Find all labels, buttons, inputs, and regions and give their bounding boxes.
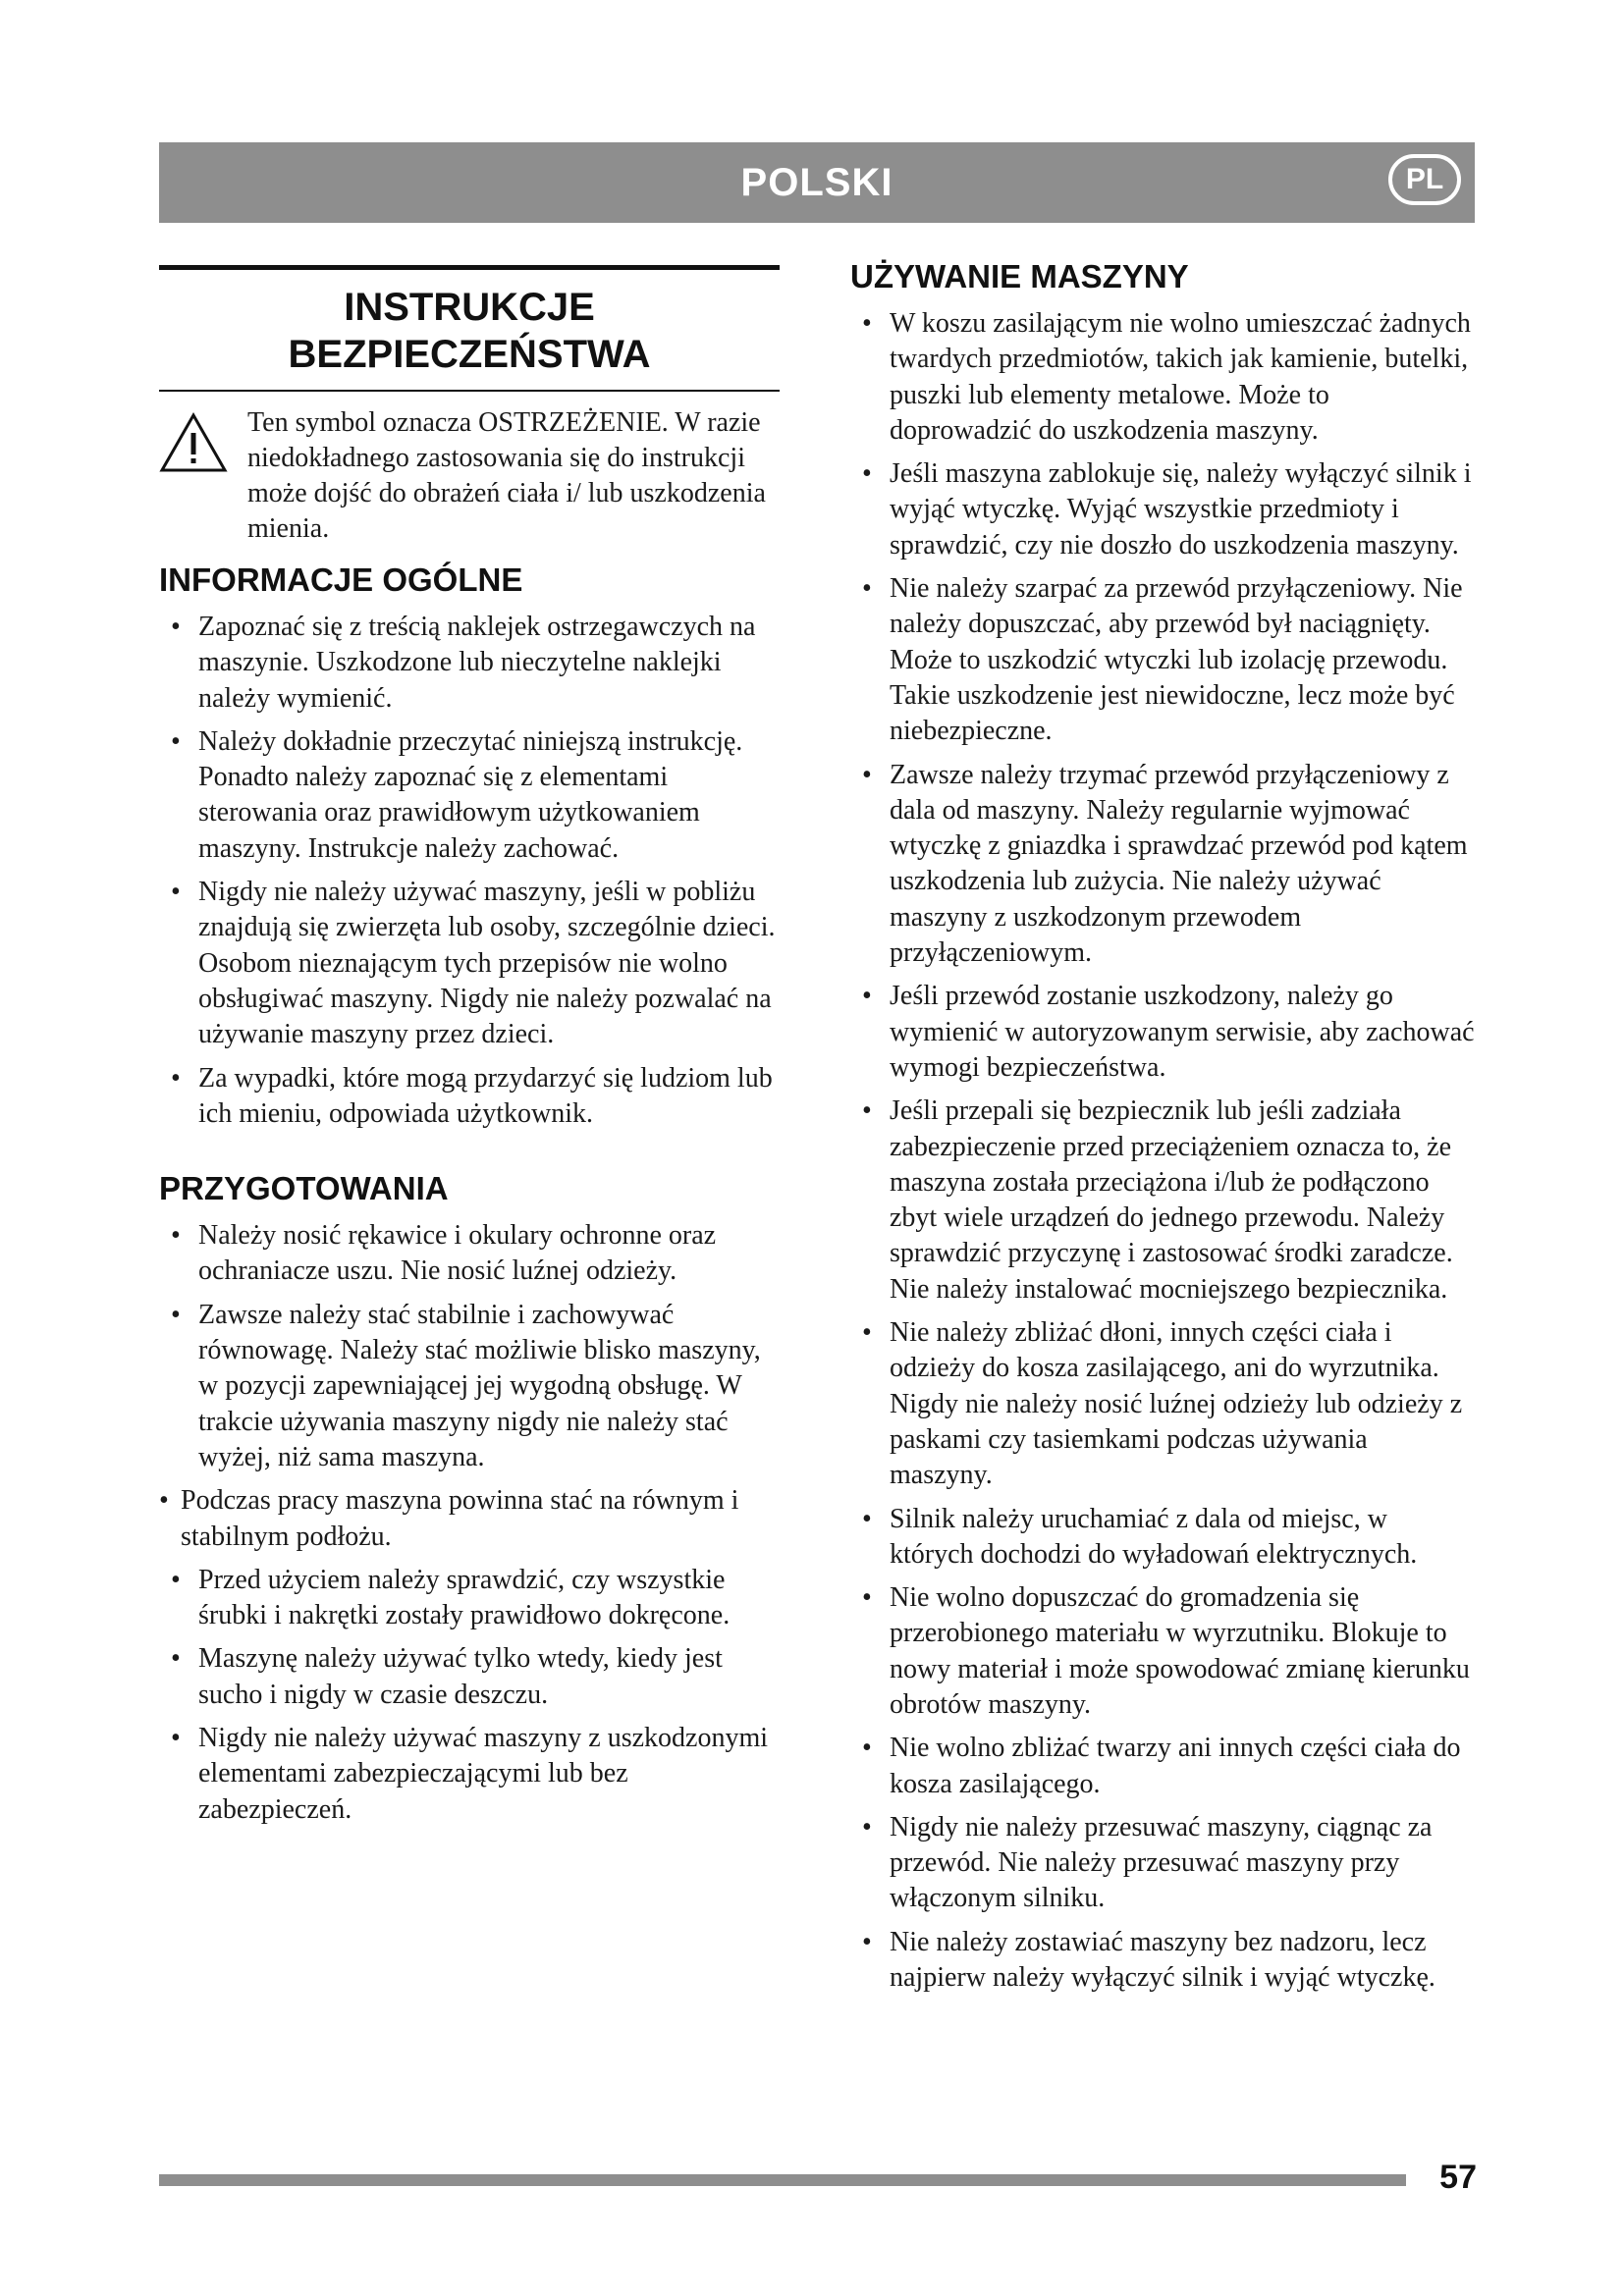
preparation-list: [159, 1218, 780, 1828]
header-bar: [159, 142, 1475, 223]
footer-bar: [159, 2174, 1406, 2186]
list-item: • Jeśli przewód zostanie uszkodzony, należy go wymienić w autoryzowanym serwisie, aby zachować wymogi bezpieczeństwa.: [850, 979, 1475, 1086]
list-item: • W koszu zasilającym nie wolno umieszczać żadnych twardych przedmiotów, takich jak kamienie, butelki, puszki lub elementy metalowe. Może to doprowadzić do uszkodzenia maszyny.: [850, 306, 1475, 449]
list-item: • Zapoznać się z treścią naklejek ostrzegawczych na maszynie. Uszkodzone lub nieczytelne naklejki należy wymienić.: [159, 610, 780, 717]
safety-instructions-title: INSTRUKCJE BEZPIECZEŃSTWA: [288, 286, 651, 376]
list-item: • Przed użyciem należy sprawdzić, czy wszystkie śrubki i nakrętki zostały prawidłowo dokręcone.: [159, 1563, 780, 1634]
list-item: • Podczas pracy maszyna powinna stać na równym i stabilnym podłożu.: [159, 1483, 780, 1555]
warning-triangle-icon: [159, 405, 247, 479]
list-item: • Nie wolno dopuszczać do gromadzenia się przerobionego materiału w wyrzutniku. Blokuje to nowy materiał i może spowodować zmianę kierunku obrotów maszyny.: [850, 1580, 1475, 1723]
list-item: • Należy dokładnie przeczytać niniejszą instrukcję. Ponadto należy zapoznać się z elementami sterowania oraz prawidłowym użytkowaniem maszyny. Instrukcje należy zachować.: [159, 724, 780, 867]
list-item: • Nigdy nie należy przesuwać maszyny, ciągnąc za przewód. Nie należy przesuwać maszyny przy włączonym silniku.: [850, 1810, 1475, 1917]
list-item: • Zawsze należy stać stabilnie i zachowywać równowagę. Należy stać możliwie blisko maszyny, w pozycji zapewniającej jej wygodną obsługę. W trakcie używania maszyny nigdy nie należy stać wyżej, niż sama maszyna.: [159, 1298, 780, 1475]
warning-text: Ten symbol oznacza OSTRZEŻENIE. W razie niedokładnego zastosowania się do instrukcji może dojść do obrażeń ciała i/ lub uszkodzenia mienia.: [247, 407, 766, 544]
warning-notice: [159, 405, 780, 547]
list-item: • Jeśli przepali się bezpiecznik lub jeśli zadziała zabezpieczenie przed przeciążeniem oznacza to, że maszyna została przeciążona i/lub że podłączono zbyt wiele urządzeń do jednego przewodu. Należy sprawdzić przyczynę i zastosować środki zaradcze. Nie należy instalować mocniejszego bezpiecznika.: [850, 1094, 1475, 1308]
list-item: • Zawsze należy trzymać przewód przyłączeniowy z dala od maszyny. Należy regularnie wyjmować wtyczkę z gniazdka i sprawdzać przewód pod kątem uszkodzenia lub zużycia. Nie należy używać maszyny z uszkodzonym przewodem przyłączeniowym.: [850, 758, 1475, 972]
language-badge: PL: [1388, 154, 1461, 205]
list-item: • Nigdy nie należy używać maszyny, jeśli w pobliżu znajdują się zwierzęta lub osoby, szczególnie dzieci. Osobom nieznającym tych przepisów nie wolno obsługiwać maszyny. Nigdy nie należy pozwalać na używanie maszyny przez dzieci.: [159, 875, 780, 1052]
right-column: [850, 257, 1475, 2003]
machine-use-heading: UŻYWANIE MASZYNY: [850, 258, 1189, 294]
page-language-title: POLSKI: [740, 161, 893, 204]
list-item: • Nigdy nie należy używać maszyny z uszkodzonymi elementami zabezpieczającymi lub bez zabezpieczeń.: [159, 1721, 780, 1828]
left-column: [159, 265, 780, 1836]
list-item: • Należy nosić rękawice i okulary ochronne oraz ochraniacze uszu. Nie nosić luźnej odzieży.: [159, 1218, 780, 1290]
list-item: • Nie wolno zbliżać twarzy ani innych części ciała do kosza zasilającego.: [850, 1731, 1475, 1802]
preparation-heading: PRZYGOTOWANIA: [159, 1170, 449, 1207]
list-item: • Nie należy zbliżać dłoni, innych części ciała i odzieży do kosza zasilającego, ani do wyrzutnika. Nigdy nie należy nosić luźnej odzieży lub odzieży z paskami czy tasiemkami podczas używania maszyny.: [850, 1315, 1475, 1493]
list-item: • Jeśli maszyna zablokuje się, należy wyłączyć silnik i wyjąć wtyczkę. Wyjąć wszystkie przedmioty i sprawdzić, czy nie doszło do uszkodzenia maszyny.: [850, 456, 1475, 563]
general-info-list: [159, 610, 780, 1132]
list-item: • Maszynę należy używać tylko wtedy, kiedy jest sucho i nigdy w czasie deszczu.: [159, 1641, 780, 1713]
general-info-heading: INFORMACJE OGÓLNE: [159, 561, 523, 598]
page-number: 57: [1439, 2159, 1477, 2196]
machine-use-list: [850, 306, 1475, 1996]
list-item: • Za wypadki, które mogą przydarzyć się ludziom lub ich mieniu, odpowiada użytkownik.: [159, 1061, 780, 1133]
list-item: • Nie należy zostawiać maszyny bez nadzoru, lecz najpierw należy wyłączyć silnik i wyjąć wtyczkę.: [850, 1925, 1475, 1997]
list-item: • Silnik należy uruchamiać z dala od miejsc, w których dochodzi do wyładowań elektrycznych.: [850, 1502, 1475, 1574]
safety-title-box: [159, 265, 780, 392]
list-item: • Nie należy szarpać za przewód przyłączeniowy. Nie należy dopuszczać, aby przewód był naciągnięty. Może to uszkodzić wtyczki lub izolację przewodu. Takie uszkodzenie jest niewidoczne, lecz może być niebezpieczne.: [850, 571, 1475, 749]
